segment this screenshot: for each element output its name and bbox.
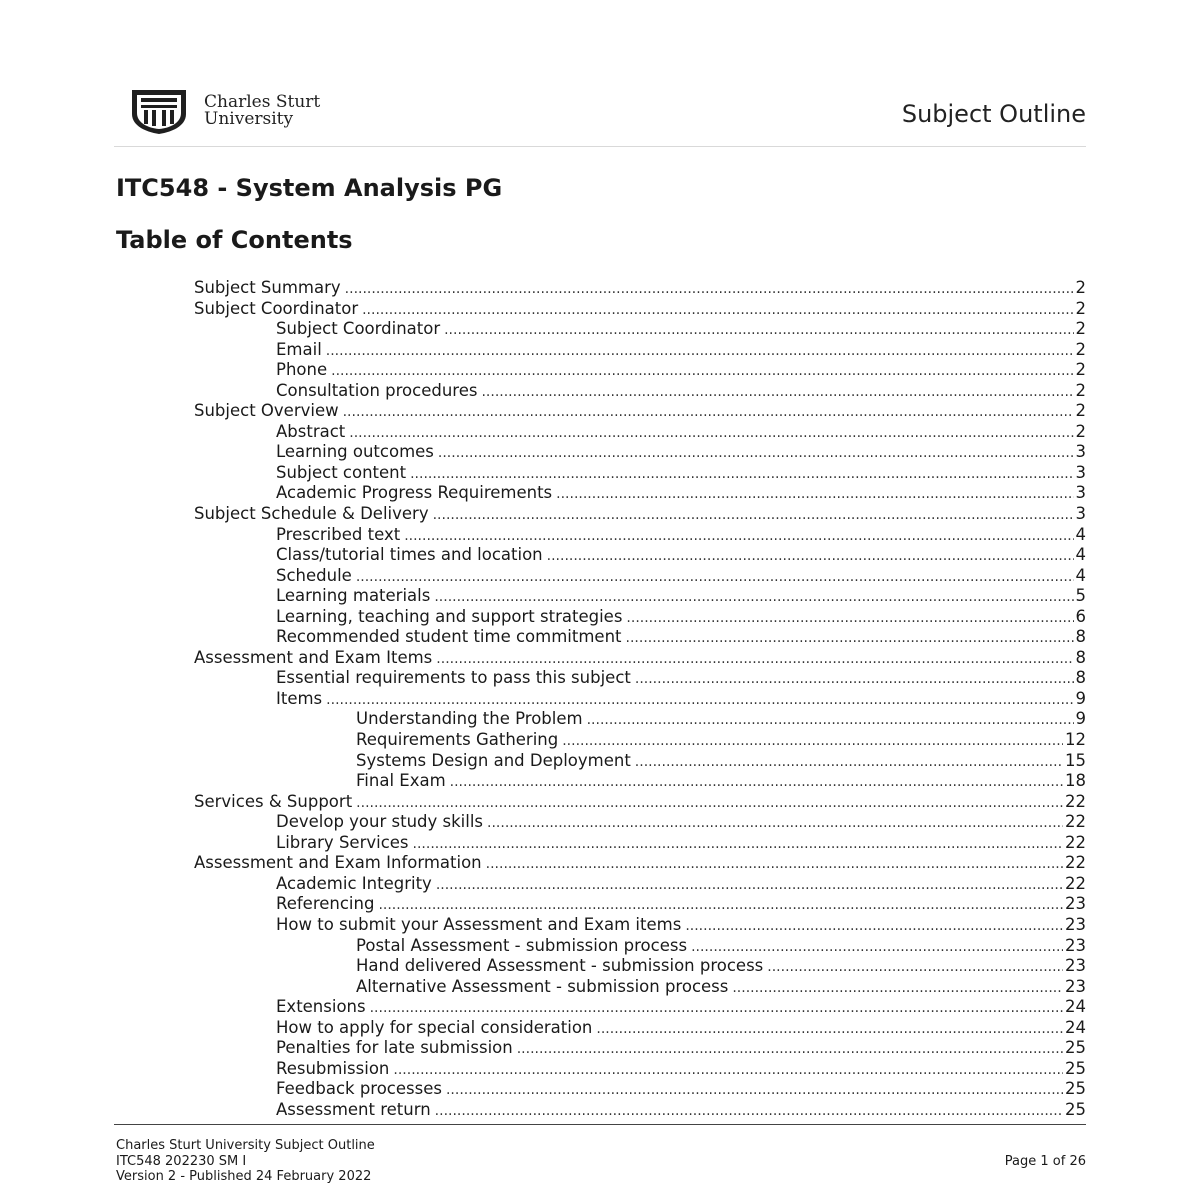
toc-entry-page: 22 xyxy=(1065,853,1086,873)
toc-entry-title: Understanding the Problem xyxy=(356,709,583,729)
toc-leader-dots xyxy=(404,525,1073,547)
toc-entry-title: Develop your study skills xyxy=(276,812,484,832)
toc-leader-dots xyxy=(562,730,1063,752)
toc-entry[interactable] xyxy=(194,709,1086,730)
toc-entry-title: Learning outcomes xyxy=(276,442,434,462)
wordmark-line-2: University xyxy=(204,109,294,129)
toc-leader-dots xyxy=(587,709,1074,731)
toc-entry-page: 22 xyxy=(1065,791,1086,811)
page-number: Page 1 of 26 xyxy=(1004,1154,1086,1169)
toc-entry[interactable] xyxy=(194,278,1086,299)
toc-entry-title: Extensions xyxy=(276,997,366,1017)
toc-entry-title: Subject Coordinator xyxy=(194,298,359,318)
toc-entry-page: 23 xyxy=(1065,935,1086,955)
toc-leader-dots xyxy=(596,1018,1063,1040)
footer-divider xyxy=(114,1124,1086,1125)
toc-leader-dots xyxy=(326,689,1073,711)
toc-entry-title: Consultation procedures xyxy=(276,380,478,400)
toc-entry-page: 18 xyxy=(1065,771,1086,791)
toc-leader-dots xyxy=(356,792,1063,814)
toc-entry-page: 8 xyxy=(1075,627,1086,647)
toc-leader-dots xyxy=(486,853,1063,875)
toc-leader-dots xyxy=(433,504,1074,526)
toc-entry-page: 4 xyxy=(1075,524,1086,544)
toc-entry-title: Assessment return xyxy=(276,1099,431,1119)
toc-entry-page: 3 xyxy=(1075,483,1086,503)
toc-entry-title: How to submit your Assessment and Exam items xyxy=(276,914,682,934)
toc-entry-page: 9 xyxy=(1075,688,1086,708)
toc-entry-page: 23 xyxy=(1065,976,1086,996)
toc-entry-page: 3 xyxy=(1075,462,1086,482)
toc-entry-page: 12 xyxy=(1065,730,1086,750)
toc-leader-dots xyxy=(450,771,1063,793)
toc-entry-title: Penalties for late submission xyxy=(276,1038,513,1058)
footer-line-3: Version 2 - Published 24 February 2022 xyxy=(116,1169,372,1184)
toc-entry[interactable] xyxy=(194,874,1086,895)
toc-entry[interactable] xyxy=(194,483,1086,504)
toc-leader-dots xyxy=(343,401,1074,423)
toc-entry-title: Abstract xyxy=(276,421,346,441)
toc-leader-dots xyxy=(547,545,1074,567)
toc-leader-dots xyxy=(487,812,1063,834)
toc-entry-title: How to apply for special consideration xyxy=(276,1017,593,1037)
toc-entry-title: Resubmission xyxy=(276,1058,390,1078)
toc-leader-dots xyxy=(326,340,1074,362)
toc-entry-page: 4 xyxy=(1075,565,1086,585)
toc-entry[interactable] xyxy=(194,771,1086,792)
toc-entry-title: Subject Coordinator xyxy=(276,319,441,339)
toc-leader-dots xyxy=(767,956,1063,978)
toc-entry[interactable] xyxy=(194,299,1086,320)
toc-leader-dots xyxy=(378,894,1063,916)
toc-leader-dots xyxy=(436,874,1063,896)
toc-entry-page: 25 xyxy=(1065,1058,1086,1078)
toc-entry-title: Email xyxy=(276,339,322,359)
toc-entry-page: 23 xyxy=(1065,914,1086,934)
toc-entry[interactable] xyxy=(194,1100,1086,1121)
toc-entry-title: Learning materials xyxy=(276,586,431,606)
toc-entry-page: 2 xyxy=(1075,339,1086,359)
toc-leader-dots xyxy=(436,648,1073,670)
toc-entry[interactable] xyxy=(194,319,1086,340)
toc-entry-title: Hand delivered Assessment - submission process xyxy=(356,956,764,976)
toc-entry-page: 2 xyxy=(1075,298,1086,318)
toc-entry[interactable] xyxy=(194,1018,1086,1039)
toc-entry-page: 2 xyxy=(1075,401,1086,421)
toc-entry[interactable] xyxy=(194,442,1086,463)
toc-entry[interactable] xyxy=(194,401,1086,422)
toc-leader-dots xyxy=(413,833,1063,855)
toc-entry-page: 25 xyxy=(1065,1079,1086,1099)
toc-entry-page: 23 xyxy=(1065,894,1086,914)
toc-entry[interactable] xyxy=(194,853,1086,874)
toc-entry-title: Class/tutorial times and location xyxy=(276,545,543,565)
toc-entry-title: Phone xyxy=(276,360,328,380)
toc-leader-dots xyxy=(331,360,1073,382)
toc-entry-title: Alternative Assessment - submission process xyxy=(356,976,729,996)
university-wordmark xyxy=(204,94,320,128)
toc-entry-page: 22 xyxy=(1065,873,1086,893)
toc-entry-title: Referencing xyxy=(276,894,375,914)
toc-entry-page: 9 xyxy=(1075,709,1086,729)
toc-entry-title: Postal Assessment - submission process xyxy=(356,935,688,955)
toc-entry-page: 2 xyxy=(1075,380,1086,400)
toc-entry-page: 23 xyxy=(1065,956,1086,976)
toc-entry[interactable] xyxy=(194,894,1086,915)
toc-entry[interactable] xyxy=(194,545,1086,566)
toc-entry-page: 24 xyxy=(1065,1017,1086,1037)
toc-entry-title: Final Exam xyxy=(356,771,446,791)
toc-entry[interactable] xyxy=(194,422,1086,443)
toc-entry-title: Academic Integrity xyxy=(276,873,432,893)
toc-entry[interactable] xyxy=(194,566,1086,587)
toc-entry-title: Feedback processes xyxy=(276,1079,442,1099)
toc-entry[interactable] xyxy=(194,915,1086,936)
table-of-contents xyxy=(194,278,1086,1120)
toc-leader-dots xyxy=(635,751,1063,773)
toc-leader-dots xyxy=(362,299,1073,321)
page-header xyxy=(114,86,1086,147)
toc-entry-page: 24 xyxy=(1065,997,1086,1017)
toc-entry-page: 8 xyxy=(1075,668,1086,688)
toc-leader-dots xyxy=(626,627,1074,649)
toc-entry-title: Subject Overview xyxy=(194,401,339,421)
toc-entry-title: Recommended student time commitment xyxy=(276,627,622,647)
toc-entry[interactable] xyxy=(194,833,1086,854)
toc-entry[interactable] xyxy=(194,1079,1086,1100)
header-title: Subject Outline xyxy=(901,100,1086,128)
toc-entry-title: Assessment and Exam Information xyxy=(194,853,482,873)
toc-entry[interactable] xyxy=(194,607,1086,628)
toc-entry-title: Subject Schedule & Delivery xyxy=(194,504,429,524)
toc-entry-page: 2 xyxy=(1075,360,1086,380)
toc-entry[interactable] xyxy=(194,792,1086,813)
toc-leader-dots xyxy=(626,607,1073,629)
toc-entry[interactable] xyxy=(194,956,1086,977)
toc-entry-title: Academic Progress Requirements xyxy=(276,483,553,503)
toc-leader-dots xyxy=(517,1038,1063,1060)
toc-leader-dots xyxy=(444,319,1073,341)
toc-entry-title: Subject Summary xyxy=(194,278,341,297)
toc-leader-dots xyxy=(393,1059,1063,1081)
toc-entry[interactable] xyxy=(194,504,1086,525)
toc-leader-dots xyxy=(434,586,1073,608)
toc-entry-title: Library Services xyxy=(276,832,409,852)
toc-leader-dots xyxy=(446,1079,1063,1101)
toc-entry-title: Learning, teaching and support strategies xyxy=(276,606,623,626)
toc-entry-page: 2 xyxy=(1075,421,1086,441)
toc-entry-title: Items xyxy=(276,688,323,708)
toc-leader-dots xyxy=(691,936,1063,958)
toc-entry-page: 4 xyxy=(1075,545,1086,565)
toc-leader-dots xyxy=(481,381,1073,403)
toc-entry[interactable] xyxy=(194,381,1086,402)
toc-entry-page: 2 xyxy=(1075,319,1086,339)
toc-entry-title: Services & Support xyxy=(194,791,353,811)
toc-entry[interactable] xyxy=(194,936,1086,957)
toc-leader-dots xyxy=(438,442,1074,464)
toc-entry[interactable] xyxy=(194,997,1086,1018)
toc-leader-dots xyxy=(685,915,1063,937)
toc-entry[interactable] xyxy=(194,586,1086,607)
toc-entry-page: 3 xyxy=(1075,442,1086,462)
toc-entry[interactable] xyxy=(194,648,1086,669)
toc-entry[interactable] xyxy=(194,668,1086,689)
toc-entry-page: 2 xyxy=(1075,278,1086,297)
toc-entry[interactable] xyxy=(194,1038,1086,1059)
toc-entry-title: Subject content xyxy=(276,462,407,482)
toc-entry-page: 25 xyxy=(1065,1099,1086,1119)
toc-entry-page: 25 xyxy=(1065,1038,1086,1058)
toc-entry[interactable] xyxy=(194,751,1086,772)
toc-entry[interactable] xyxy=(194,812,1086,833)
toc-leader-dots xyxy=(349,422,1073,444)
toc-entry-page: 6 xyxy=(1075,606,1086,626)
toc-entry-page: 8 xyxy=(1075,647,1086,667)
crest-icon xyxy=(132,90,186,134)
toc-leader-dots xyxy=(435,1100,1063,1122)
toc-entry[interactable] xyxy=(194,360,1086,381)
toc-leader-dots xyxy=(732,977,1063,999)
toc-entry-page: 22 xyxy=(1065,832,1086,852)
toc-leader-dots xyxy=(635,668,1074,690)
footer-info xyxy=(116,1138,375,1185)
toc-entry[interactable] xyxy=(194,525,1086,546)
toc-heading: Table of Contents xyxy=(116,226,353,254)
toc-entry[interactable] xyxy=(194,340,1086,361)
toc-entry-title: Schedule xyxy=(276,565,352,585)
toc-leader-dots xyxy=(345,278,1074,300)
toc-leader-dots xyxy=(356,566,1074,588)
toc-entry-title: Assessment and Exam Items xyxy=(194,647,433,667)
toc-entry[interactable] xyxy=(194,463,1086,484)
toc-leader-dots xyxy=(370,997,1063,1019)
toc-entry[interactable] xyxy=(194,627,1086,648)
toc-entry-page: 5 xyxy=(1075,586,1086,606)
toc-entry[interactable] xyxy=(194,1059,1086,1080)
toc-entry-title: Prescribed text xyxy=(276,524,401,544)
document-title: ITC548 - System Analysis PG xyxy=(116,174,503,202)
toc-leader-dots xyxy=(556,483,1073,505)
toc-entry[interactable] xyxy=(194,977,1086,998)
toc-entry-title: Essential requirements to pass this subject xyxy=(276,668,631,688)
toc-entry[interactable] xyxy=(194,730,1086,751)
toc-entry-title: Systems Design and Deployment xyxy=(356,750,631,770)
footer-line-2: ITC548 202230 SM I xyxy=(116,1153,247,1169)
toc-entry-page: 3 xyxy=(1075,504,1086,524)
toc-entry-title: Requirements Gathering xyxy=(356,730,559,750)
footer-line-1: Charles Sturt University Subject Outline xyxy=(116,1138,375,1153)
toc-leader-dots xyxy=(410,463,1073,485)
toc-entry-page: 22 xyxy=(1065,812,1086,832)
toc-entry-page: 15 xyxy=(1065,750,1086,770)
toc-entry[interactable] xyxy=(194,689,1086,710)
wordmark-line-1: Charles Sturt xyxy=(204,92,321,112)
